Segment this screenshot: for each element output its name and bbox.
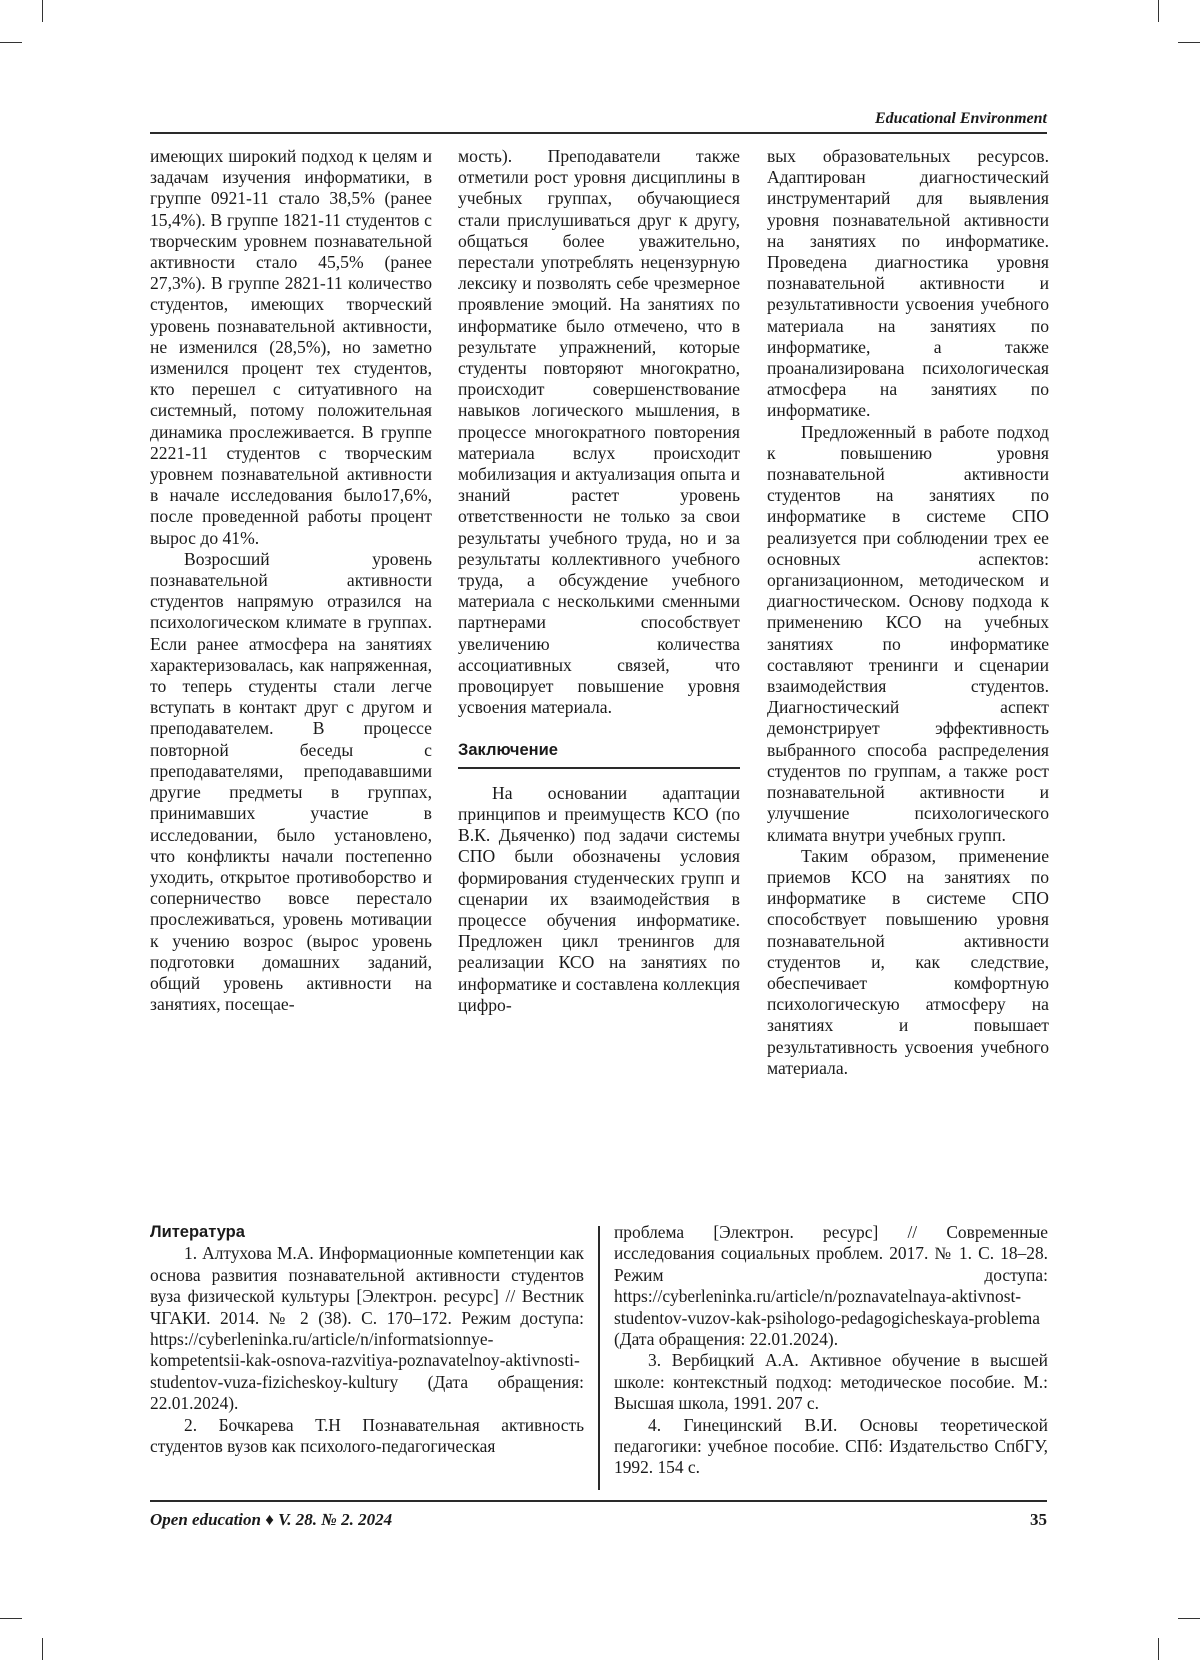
text-column-3 [767, 146, 1049, 1079]
reference-item-continued: проблема [Электрон. ресурс] // Современные исследования социальных проблем. 2017. № 1. С. 18–28. Режим доступа: https://cyberleninka.ru/article/n/poznavatelnaya-aktivnost-studentov-vuzov-kak-psihologo-pedagogicheskaya-problema (Дата обращения: 22.01.2024). [614, 1222, 1048, 1350]
references-column-1 [150, 1222, 584, 1457]
body-paragraph: Таким образом, применение приемов КСО на занятиях по информатике в системе СПО способствует повышению уровня познавательной активности студентов и, как следствие, обеспечивает комфортную психологическую атмосферу на занятиях и повышает результативность усвоения учебного материала. [767, 845, 1049, 1078]
footer-rule [150, 1500, 1047, 1502]
reference-item: 4. Гинецинский В.И. Основы теоретической педагогики: учебное пособие. СПб: Издательство СпбГУ, 1992. 154 с. [614, 1414, 1048, 1478]
reference-item: 2. Бочкарева Т.Н Познавательная активность студентов вузов как психолого-педагогическая [150, 1414, 584, 1457]
body-paragraph: имеющих широкий подход к целям и задачам изучения информатики, в группе 0921-11 стало 38,5% (ранее 15,4%). В группе 1821-11 студентов с творческим уровнем познавательной активности стало 45,5% (ранее 27,3%). В группе 2821-11 количество студентов, имеющих творческий уровень познавательной активности, не изменился (28,5%), но заметно изменился процент тех студентов, кто перешел с ситуативного на системный, потому положительная динамика прослеживается. В группе 2221-11 студентов с творческим уровнем познавательной активности в начале исследования было17,6%, после проведенной работы процент вырос до 41%. [150, 146, 432, 548]
text-column-1 [150, 146, 432, 1015]
body-paragraph: мость). Преподаватели также отметили рост уровня дисциплины в учебных группах, обучающиеся стали прислушиваться друг к другу, общаться более уважительно, перестали употреблять нецензурную лексику и позволять себе чрезмерное проявление эмоций. На занятиях по информатике было отмечено, что в результате упражнений, которые студенты повторяют многократно, происходит совершенствование навыков логического мышления, в процессе многократного повторения материала вслух происходит мобилизация и актуализация опыта и знаний растет уровень ответственности не только за свои результаты учебного труда, но и за результаты коллективного учебного труда, а обсуждение учебного материала с несколькими сменными партнерами способствует увеличению количества ассоциативных связей, что провоцирует повышение уровня усвоения материала. [458, 146, 740, 718]
section-heading-conclusion: Заключение [458, 740, 740, 768]
crop-mark [0, 1618, 22, 1619]
reference-item: 3. Вербицкий А.А. Активное обучение в высшей школе: контекстный подход: методическое пособие. М.: Высшая школа, 1991. 207 с. [614, 1350, 1048, 1414]
references-divider [598, 1226, 600, 1490]
crop-mark [1178, 1618, 1200, 1619]
crop-mark [1158, 0, 1159, 22]
running-header [150, 108, 1047, 134]
reference-item: 1. Алтухова М.А. Информационные компетенции как основа развития познавательной активности студентов вуза физической культуры [Электрон. ресурс] // Вестник ЧГАКИ. 2014. № 2 (38). С. 170–172. Режим доступа: https://cyberleninka.ru/article/n/informatsionnye-kompetentsii-kak-osnova-razvitiya-poznavatelnoy-aktivnosti-studentov-vuza-fizicheskoy-kultury (Дата обращения: 22.01.2024). [150, 1243, 584, 1414]
body-paragraph: Предложенный в работе подход к повышению уровня познавательной активности студентов на занятиях по информатике в системе СПО реализуется при соблюдении трех ее основных аспектов: организационном, методическом и диагностическом. Основу подхода к применению КСО на учебных занятиях по информатике составляют тренинги и сценарии взаимодействия студентов. Диагностический аспект демонстрирует эффективность выбранного способа распределения студентов по группам, а также рост познавательной активности и улучшение психологического климата внутри учебных групп. [767, 421, 1049, 845]
crop-mark [0, 42, 22, 43]
crop-mark [1178, 42, 1200, 43]
crop-mark [1158, 1638, 1159, 1660]
crop-mark [42, 1638, 43, 1660]
body-paragraph: На основании адаптации принципов и преимуществ КСО (по В.К. Дьяченко) под задачи системы СПО были обозначены условия формирования студенческих групп и сценарии их взаимодействия в процессе обучения информатике. Предложен цикл тренингов для реализации КСО на занятиях по информатике и составлена коллекция цифро- [458, 782, 740, 1015]
references-column-2 [614, 1222, 1048, 1479]
references-heading: Литература [150, 1223, 245, 1241]
page-number: 35 [1030, 1510, 1047, 1529]
journal-issue: Open education ♦ V. 28. № 2. 2024 [150, 1510, 393, 1529]
body-paragraph: вых образовательных ресурсов. Адаптирован диагностический инструментарий для выявления уровня познавательной активности на занятиях по информатике. Проведена диагностика уровня познавательной активности и результативности усвоения учебного материала на занятиях по информатике, а также проанализирована психологическая атмосфера на занятиях по информатике. [767, 146, 1049, 421]
body-paragraph: Возросший уровень познавательной активности студентов напрямую отразился на психологическом климате в группах. Если ранее атмосфера на занятиях характеризовалась, как напряженная, то теперь студенты стали легче вступать в контакт друг с другом и преподавателем. В процессе повторной беседы с преподавателями, преподававшими другие предметы в группах, принимавших участие в исследовании, было установлено, что конфликты начали постепенно уходить, открытое противоборство и соперничество вовсе перестало прослеживаться, уровень мотивации к учению возрос (вырос уровень подготовки домашних заданий, общий уровень активности на занятиях, посещае- [150, 548, 432, 1015]
crop-mark [42, 0, 43, 22]
text-column-2 [458, 146, 740, 1016]
journal-section-title: Educational Environment [874, 110, 1047, 127]
